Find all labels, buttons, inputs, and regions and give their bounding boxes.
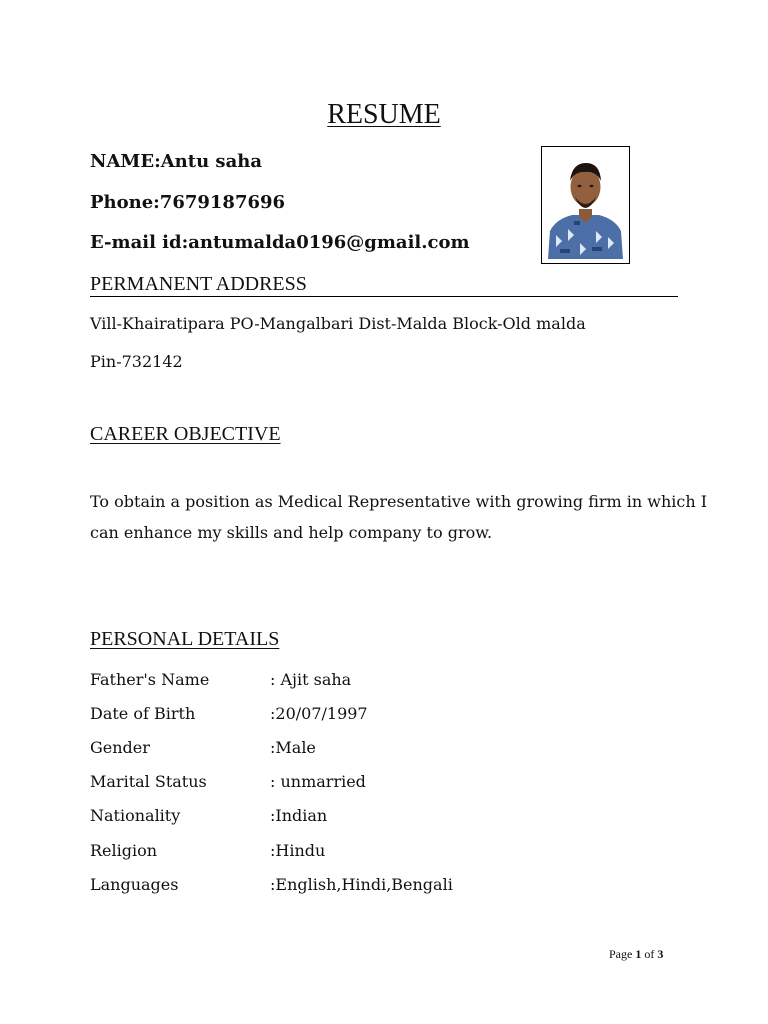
career-objective-heading: CAREER OBJECTIVE bbox=[90, 423, 281, 445]
detail-row bbox=[90, 875, 590, 899]
detail-value: :English,Hindi,Bengali bbox=[270, 875, 453, 894]
page-number-of: of bbox=[644, 947, 655, 961]
detail-value: : unmarried bbox=[270, 772, 366, 791]
detail-label: Date of Birth bbox=[90, 704, 196, 723]
profile-photo-image bbox=[546, 151, 625, 259]
profile-photo bbox=[541, 146, 630, 264]
detail-row bbox=[90, 772, 590, 796]
section-divider bbox=[90, 296, 678, 297]
address-line-1: Vill-Khairatipara PO-Mangalbari Dist-Malda Block-Old malda bbox=[90, 314, 586, 333]
personal-details-heading: PERSONAL DETAILS bbox=[90, 628, 280, 650]
page-number bbox=[609, 947, 663, 962]
career-objective-text: To obtain a position as Medical Representative with growing firm in which I can enhance my skills and help company to grow. bbox=[90, 492, 708, 542]
page-number-prefix: Page bbox=[609, 947, 633, 961]
detail-value: :Male bbox=[270, 738, 316, 757]
detail-label: Languages bbox=[90, 875, 179, 894]
detail-label: Marital Status bbox=[90, 772, 207, 791]
detail-row bbox=[90, 704, 590, 728]
contact-email: E-mail id:antumalda0196@gmail.com bbox=[90, 232, 470, 253]
detail-row bbox=[90, 738, 590, 762]
address-pin: Pin-732142 bbox=[90, 352, 183, 371]
detail-value: : Ajit saha bbox=[270, 670, 352, 689]
detail-value: :Indian bbox=[270, 806, 328, 825]
detail-row bbox=[90, 841, 590, 865]
detail-value: :Hindu bbox=[270, 841, 326, 860]
detail-label: Nationality bbox=[90, 806, 181, 825]
permanent-address-heading: PERMANENT ADDRESS bbox=[90, 273, 307, 295]
page-number-current: 1 bbox=[635, 947, 642, 961]
detail-label: Gender bbox=[90, 738, 150, 757]
detail-value: :20/07/1997 bbox=[270, 704, 368, 723]
resume-title: RESUME bbox=[327, 99, 441, 130]
detail-label: Religion bbox=[90, 841, 158, 860]
detail-row bbox=[90, 806, 590, 830]
page-number-total: 3 bbox=[657, 947, 664, 961]
contact-phone: Phone:7679187696 bbox=[90, 192, 286, 213]
contact-name: NAME:Antu saha bbox=[90, 151, 262, 172]
detail-label: Father's Name bbox=[90, 670, 210, 689]
detail-row bbox=[90, 670, 590, 694]
